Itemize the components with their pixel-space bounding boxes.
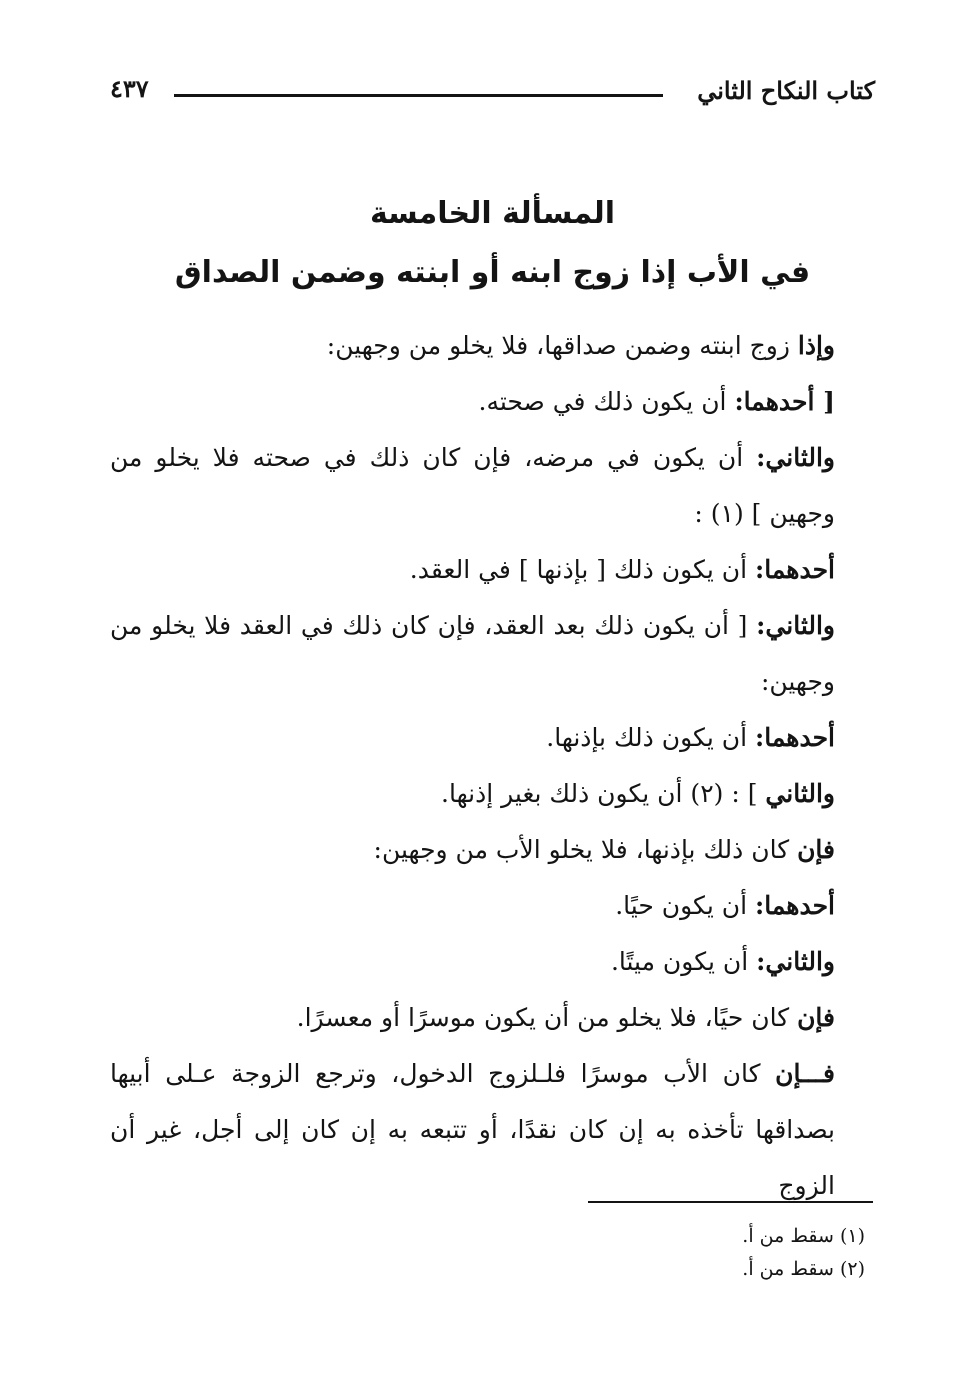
section-heading: المسألة الخامسة [369, 196, 616, 231]
footnotes [742, 1220, 865, 1286]
paragraph-text: أن يكون ميتًا. [610, 947, 757, 976]
paragraph-lead: فـــإن [775, 1059, 835, 1088]
page-header [110, 70, 875, 110]
paragraph-text: أن يكون ذلك بإذنها. [546, 723, 755, 752]
header-rule [174, 94, 663, 97]
paragraph [110, 318, 875, 374]
body-text [110, 318, 875, 1214]
paragraph-text: أن يكون حيًا. [615, 891, 755, 920]
paragraph-lead: والثاني: [756, 947, 835, 976]
paragraph [110, 710, 875, 766]
paragraph-text: أن يكون ذلك [ بإذنها ] في العقد. [409, 555, 755, 584]
paragraph-text: كان الأب موسرًا فلـلزوج الدخول، وترجع الزوجة عـلى أبيها بصداقها تأخذه به إن كان نقدًا، أو تتبعه به إن كان إلى أجل، غير أن الزوج [110, 1059, 835, 1200]
paragraph-lead: أحدهما: [754, 555, 835, 584]
paragraph-text: ] : (٢) أن يكون ذلك بغير إذنها. [441, 779, 766, 808]
paragraph-lead: وإذا [797, 331, 835, 360]
paragraph-lead: والثاني: [756, 611, 835, 640]
section-subtitle: في الأب إذا زوج ابنه أو ابنته وضمن الصداق [174, 255, 811, 290]
footnote: (٢) سقط من أ. [742, 1258, 865, 1280]
paragraph-lead: أحدهما: [754, 891, 835, 920]
paragraph-text: زوج ابنته وضمن صداقها، فلا يخلو من وجهين: [326, 331, 798, 360]
paragraph [110, 878, 875, 934]
paragraph [110, 598, 875, 710]
paragraph-lead: والثاني: [756, 443, 835, 472]
paragraph [110, 822, 875, 878]
paragraph-text: [ أن يكون ذلك بعد العقد، فإن كان ذلك في العقد فلا يخلو من وجهين: [110, 611, 835, 696]
paragraph [110, 542, 875, 598]
paragraph [110, 990, 875, 1046]
paragraph [110, 766, 875, 822]
paragraph-lead: والثاني [765, 779, 835, 808]
paragraph [110, 374, 875, 430]
paragraph-lead: [ أحدهما: [734, 387, 835, 416]
paragraph-lead: فإن [797, 1003, 835, 1032]
paragraph-lead: فإن [797, 835, 835, 864]
running-title: كتاب النكاح الثاني [697, 76, 875, 105]
footnote-rule [588, 1201, 873, 1203]
paragraph-lead: أحدهما: [754, 723, 835, 752]
paragraph [110, 934, 875, 990]
paragraph-text: كان ذلك بإذنها، فلا يخلو الأب من وجهين: [373, 835, 798, 864]
paragraph-text: أن يكون في مرضه، فإن كان ذلك في صحته فلا يخلو من وجهين ] (١) : [110, 443, 835, 528]
paragraph [110, 430, 875, 542]
paragraph-text: كان حيًا، فلا يخلو من أن يكون موسرًا أو معسرًا. [296, 1003, 798, 1032]
paragraph [110, 1046, 875, 1214]
page-number: ٤٣٧ [110, 74, 149, 103]
footnote: (١) سقط من أ. [742, 1225, 865, 1247]
paragraph-text: أن يكون ذلك في صحته. [478, 387, 735, 416]
